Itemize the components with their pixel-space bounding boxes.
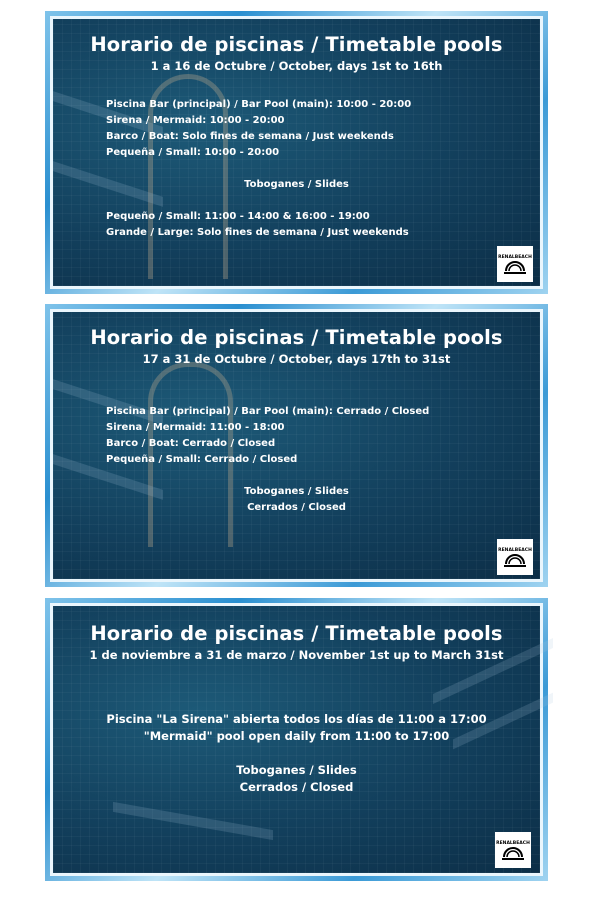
card-subtitle: 17 a 31 de Octubre / October, days 17th to 31st: [142, 352, 451, 366]
winter-info-en: "Mermaid" pool open daily from 11:00 to 17:00: [143, 729, 450, 743]
pool-step: [53, 91, 163, 137]
renalbeach-logo: [497, 246, 533, 282]
slides-heading: Toboganes / Slides: [244, 486, 349, 497]
pool-step: [113, 802, 273, 840]
slides-heading: Toboganes / Slides: [244, 179, 349, 190]
timetable-card-november-march: [45, 598, 548, 881]
timetable-card-october-1-16: [45, 11, 548, 294]
logo-icon: [500, 542, 530, 572]
logo-icon: [500, 249, 530, 279]
card-background: [50, 16, 543, 289]
card-title: Horario de piscinas / Timetable pools: [90, 326, 503, 349]
card-background: [50, 603, 543, 876]
svg-text:RENALBEACH: RENALBEACH: [498, 548, 532, 553]
pool-step: [53, 379, 163, 425]
slides-status: Cerrados / Closed: [239, 780, 354, 794]
slide-hours-small: Pequeño / Small: 11:00 - 14:00 & 16:00 - 19:00: [106, 211, 370, 222]
logo-icon: [498, 835, 528, 865]
winter-info-es: Piscina "La Sirena" abierta todos los días de 11:00 a 17:00: [106, 712, 487, 726]
slides-heading: Toboganes / Slides: [236, 763, 357, 777]
timetable-card-october-17-31: [45, 304, 548, 587]
svg-text:RENALBEACH: RENALBEACH: [496, 841, 530, 846]
pool-hours-small: Pequeña / Small: 10:00 - 20:00: [106, 147, 280, 158]
pool-hours-bar: Piscina Bar (principal) / Bar Pool (main): 10:00 - 20:00: [106, 99, 412, 110]
slide-hours-large: Grande / Large: Solo fines de semana / Just weekends: [106, 227, 409, 238]
slides-status: Cerrados / Closed: [247, 502, 346, 513]
card-subtitle: 1 a 16 de Octubre / October, days 1st to 16th: [150, 59, 443, 73]
pool-hours-boat: Barco / Boat: Cerrado / Closed: [106, 438, 276, 449]
card-title: Horario de piscinas / Timetable pools: [90, 622, 503, 645]
card-title: Horario de piscinas / Timetable pools: [90, 33, 503, 56]
card-background: [50, 309, 543, 582]
pool-hours-boat: Barco / Boat: Solo fines de semana / Just weekends: [106, 131, 394, 142]
pool-hours-mermaid: Sirena / Mermaid: 11:00 - 18:00: [106, 422, 285, 433]
renalbeach-logo: [495, 832, 531, 868]
pool-hours-bar: Piscina Bar (principal) / Bar Pool (main): Cerrado / Closed: [106, 406, 430, 417]
svg-text:RENALBEACH: RENALBEACH: [498, 255, 532, 260]
card-subtitle: 1 de noviembre a 31 de marzo / November 1st up to March 31st: [89, 648, 504, 662]
pool-hours-mermaid: Sirena / Mermaid: 10:00 - 20:00: [106, 115, 285, 126]
pool-hours-small: Pequeña / Small: Cerrado / Closed: [106, 454, 298, 465]
renalbeach-logo: [497, 539, 533, 575]
